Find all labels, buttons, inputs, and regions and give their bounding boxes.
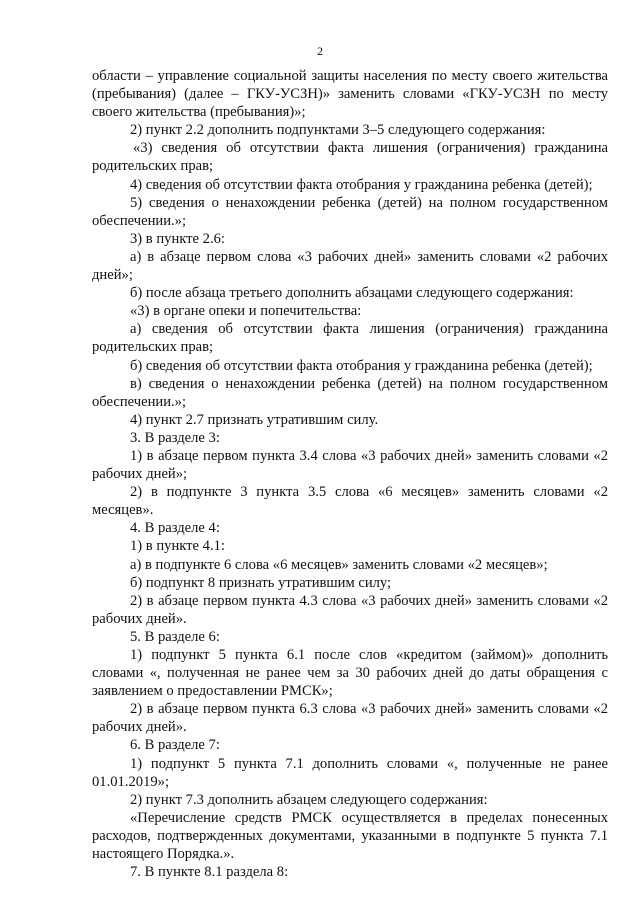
paragraph: 3) в пункте 2.6:	[130, 230, 225, 247]
paragraph: в) сведения о ненахождении ребенка (детей) на полном государственном обеспечении.»;	[92, 375, 608, 410]
paragraph: 1) в абзаце первом пункта 3.4 слова «3 рабочих дней» заменить словами «2 рабочих дней»;	[92, 447, 608, 483]
paragraph: 5. В разделе 6:	[130, 628, 220, 645]
paragraph: 1) подпункт 5 пункта 7.1 дополнить словами «, полученные не ранее 01.01.2019»;	[92, 755, 608, 790]
paragraph: 4) пункт 2.7 признать утратившим силу.	[130, 411, 379, 428]
paragraph: 3. В разделе 3:	[130, 429, 220, 446]
paragraph: 2) пункт 7.3 дополнить абзацем следующего содержания:	[130, 791, 488, 808]
paragraph: 7. В пункте 8.1 раздела 8:	[130, 864, 289, 881]
document-body	[92, 67, 608, 881]
paragraph: «3) в органе опеки и попечительства:	[130, 303, 362, 320]
paragraph: б) подпункт 8 признать утратившим силу;	[130, 574, 392, 591]
paragraph: а) сведения об отсутствии факта лишения (ограничения) гражданина родительских прав;	[92, 321, 608, 356]
paragraph: 1) подпункт 5 пункта 6.1 после слов «кредитом (займом)» дополнить словами «, полученная не ранее чем за 30 рабочих дней до даты обращения с заявлением о предоставлении РМСК»;	[92, 647, 608, 700]
paragraph: 4. В разделе 4:	[130, 520, 220, 537]
paragraph: 2) в подпункте 3 пункта 3.5 слова «6 месяцев» заменить словами «2 месяцев».	[92, 484, 608, 519]
paragraph: 6. В разделе 7:	[130, 737, 220, 754]
page-number: 2	[317, 44, 323, 58]
paragraph: а) в подпункте 6 слова «6 месяцев» заменить словами «2 месяцев»;	[130, 556, 548, 573]
paragraph: б) после абзаца третьего дополнить абзацами следующего содержания:	[130, 285, 574, 302]
paragraph: 4) сведения об отсутствии факта отобрания у гражданина ребенка (детей);	[130, 176, 593, 193]
paragraph: области – управление социальной защиты населения по месту своего жительства (пребывания) (далее – ГКУ-УСЗН)» заменить словами «ГКУ-УСЗН по месту своего жительства (пребывания)»;	[92, 68, 608, 121]
paragraph: «Перечисление средств РМСК осуществляется в пределах понесенных расходов, подтвержденных документами, указанными в подпункте 5 пункта 7.1 настоящего Порядка.».	[92, 809, 608, 863]
paragraph: 1) в пункте 4.1:	[130, 538, 225, 555]
paragraph: «3) сведения об отсутствии факта лишения (ограничения) гражданина родительских прав;	[92, 140, 608, 175]
paragraph: а) в абзаце первом слова «3 рабочих дней» заменить словами «2 рабочих дней»;	[92, 248, 608, 284]
paragraph: 2) пункт 2.2 дополнить подпунктами 3–5 следующего содержания:	[130, 122, 546, 139]
paragraph: 2) в абзаце первом пункта 4.3 слова «3 рабочих дней» заменить словами «2 рабочих дней».	[92, 592, 608, 627]
paragraph: 2) в абзаце первом пункта 6.3 слова «3 рабочих дней» заменить словами «2 рабочих дней».	[92, 701, 608, 736]
paragraph: 5) сведения о ненахождении ребенка (детей) на полном государственном обеспечении.»;	[92, 194, 608, 229]
paragraph: б) сведения об отсутствии факта отобрания у гражданина ребенка (детей);	[130, 357, 593, 374]
